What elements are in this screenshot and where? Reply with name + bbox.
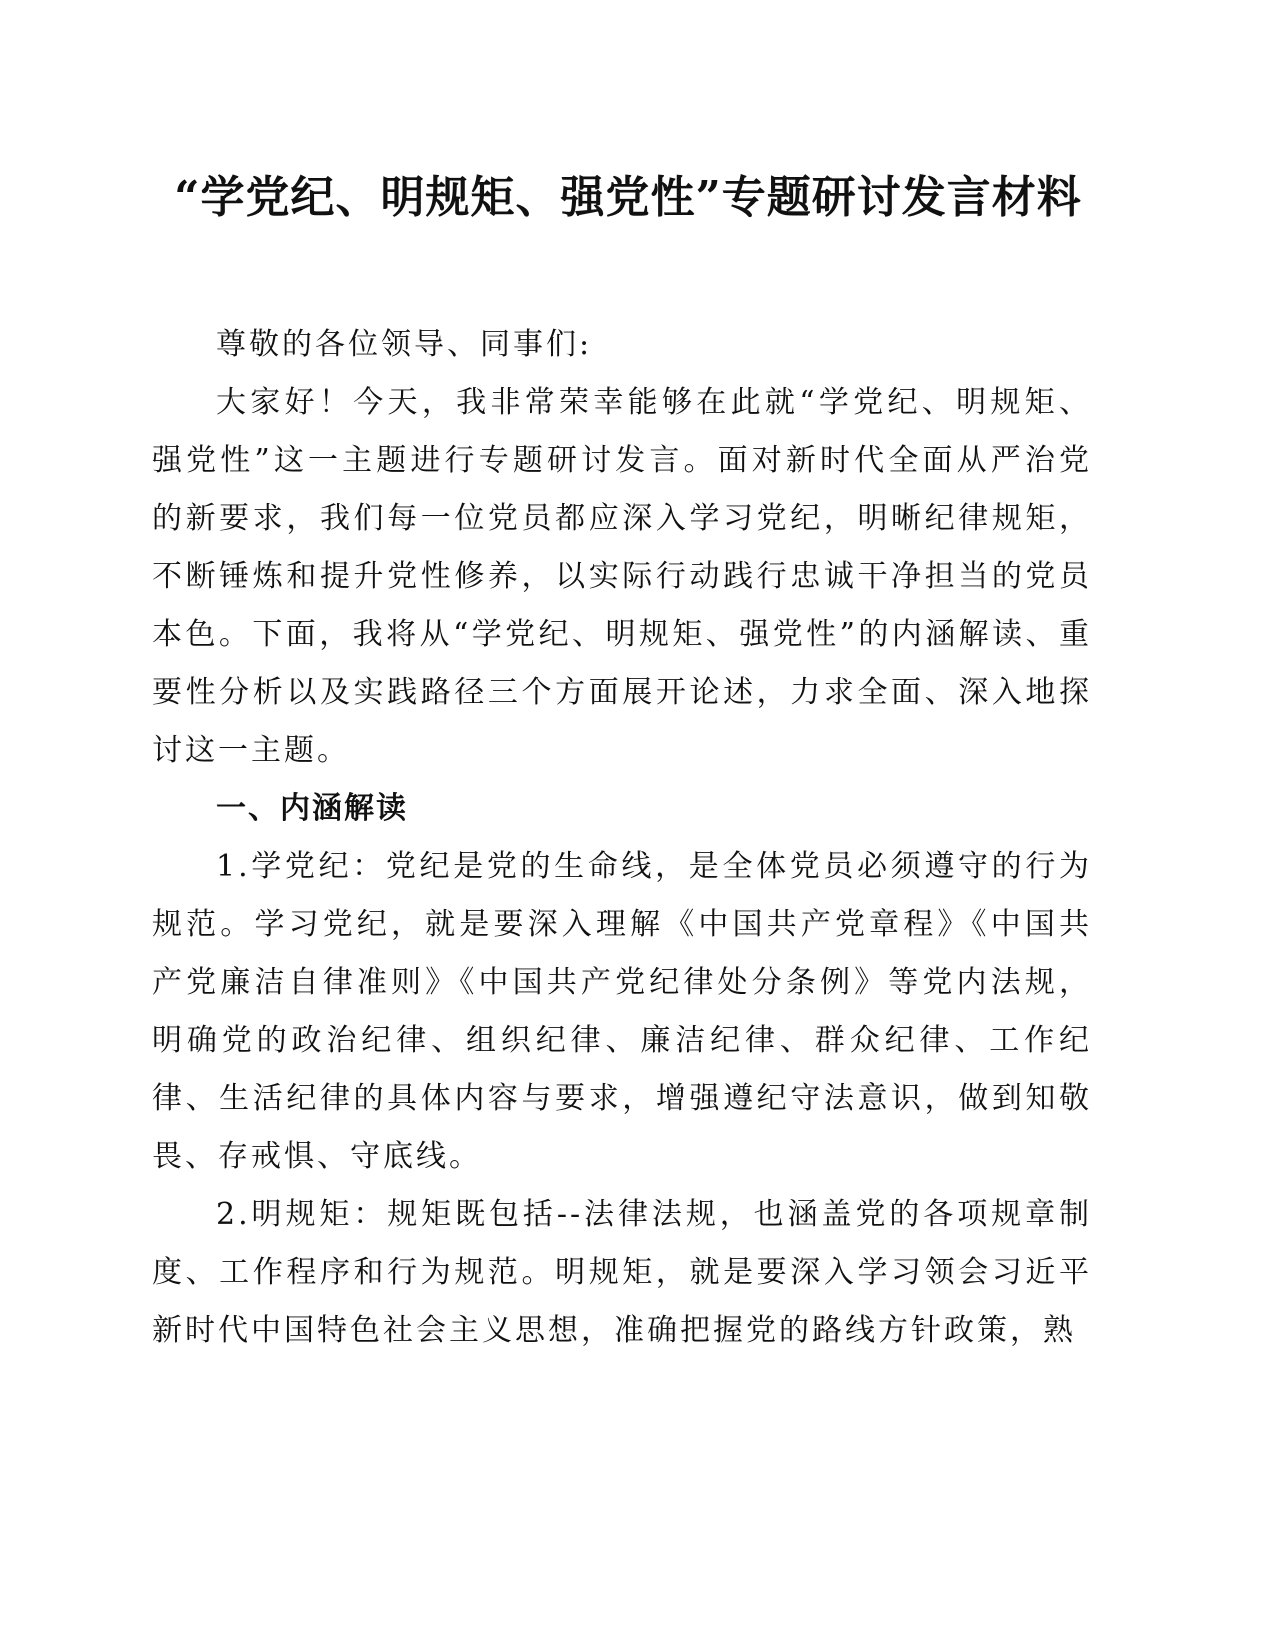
salutation: 尊敬的各位领导、同事们: bbox=[216, 327, 593, 362]
document-body bbox=[152, 316, 1092, 1360]
point-2-paragraph: 2.明规矩：规矩既包括--法律法规，也涵盖党的各项规章制度、工作程序和行为规范。明规矩，就是要深入学习领会习近平新时代中国特色社会主义思想，准确把握党的路线方针政策，熟 bbox=[152, 1197, 1092, 1348]
intro-paragraph: 大家好！今天，我非常荣幸能够在此就“学党纪、明规矩、强党性”这一主题进行专题研讨发言。面对新时代全面从严治党的新要求，我们每一位党员都应深入学习党纪，明晰纪律规矩，不断锤炼和提升党性修养，以实际行动践行忠诚干净担当的党员本色。下面，我将从“学党纪、明规矩、强党性”的内涵解读、重要性分析以及实践路径三个方面展开论述，力求全面、深入地探讨这一主题。 bbox=[152, 385, 1092, 768]
point-1-paragraph: 1.学党纪：党纪是党的生命线，是全体党员必须遵守的行为规范。学习党纪，就是要深入理解《中国共产党章程》《中国共产党廉洁自律准则》《中国共产党纪律处分条例》等党内法规，明确党的政治纪律、组织纪律、廉洁纪律、群众纪律、工作纪律、生活纪律的具体内容与要求，增强遵纪守法意识，做到知敬畏、存戒惧、守底线。 bbox=[152, 849, 1092, 1174]
section-heading-1: 一、内涵解读 bbox=[216, 791, 408, 826]
document-title: “学党纪、明规矩、强党性”专题研讨发言材料 bbox=[174, 172, 1082, 223]
